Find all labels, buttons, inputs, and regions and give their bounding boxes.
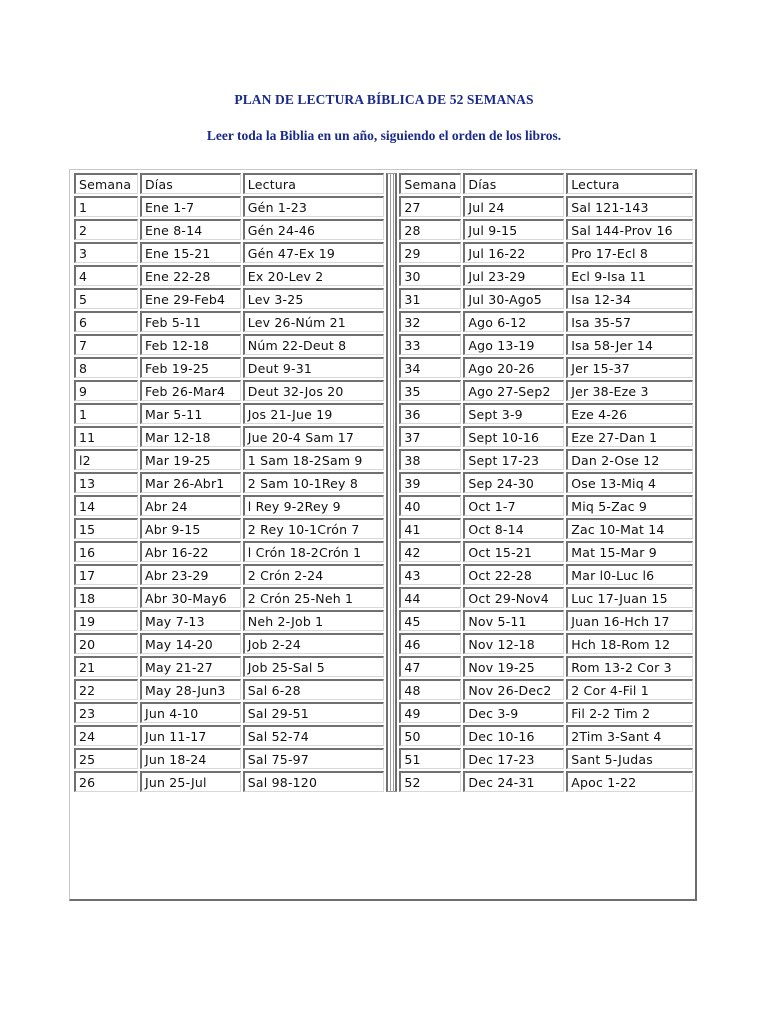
- days-cell-right: Jul 9-15: [463, 219, 564, 240]
- days-cell-left: Feb 26-Mar4: [140, 380, 241, 401]
- week-cell-left: 21: [74, 656, 138, 677]
- week-cell-right: 48: [399, 679, 461, 700]
- days-cell-left: Abr 30-May6: [140, 587, 241, 608]
- days-cell-left: Mar 19-25: [140, 449, 241, 470]
- days-cell-left: May 21-27: [140, 656, 241, 677]
- days-cell-right: Oct 15-21: [463, 541, 564, 562]
- week-cell-right: 40: [399, 495, 461, 516]
- days-cell-left: Mar 5-11: [140, 403, 241, 424]
- reading-cell-right: Ose 13-Miq 4: [566, 472, 693, 493]
- reading-cell-left: Lev 3-25: [243, 288, 384, 309]
- days-cell-left: Feb 19-25: [140, 357, 241, 378]
- days-cell-left: Mar 12-18: [140, 426, 241, 447]
- table-row: [74, 449, 693, 470]
- week-cell-left: 25: [74, 748, 138, 769]
- days-cell-left: Abr 16-22: [140, 541, 241, 562]
- page-subtitle: Leer toda la Biblia en un año, siguiendo el orden de los libros.: [206, 128, 562, 143]
- reading-cell-left: Gén 24-46: [243, 219, 384, 240]
- days-cell-right: Nov 5-11: [463, 610, 564, 631]
- table-row: [74, 426, 693, 447]
- reading-cell-right: Ecl 9-Isa 11: [566, 265, 693, 286]
- table-row: [74, 656, 693, 677]
- table-row: [74, 748, 693, 769]
- reading-cell-right: Apoc 1-22: [566, 771, 693, 792]
- week-cell-left: 2: [74, 219, 138, 240]
- days-cell-right: Ago 27-Sep2: [463, 380, 564, 401]
- reading-cell-right: Miq 5-Zac 9: [566, 495, 693, 516]
- table-row: [74, 564, 693, 585]
- days-cell-right: Jul 16-22: [463, 242, 564, 263]
- days-cell-left: Jun 11-17: [140, 725, 241, 746]
- reading-cell-left: Deut 9-31: [243, 357, 384, 378]
- week-cell-left: 14: [74, 495, 138, 516]
- week-cell-right: 49: [399, 702, 461, 723]
- reading-cell-left: Gén 1-23: [243, 196, 384, 217]
- reading-cell-right: Eze 4-26: [566, 403, 693, 424]
- reading-cell-left: Sal 6-28: [243, 679, 384, 700]
- reading-cell-right: Jer 38-Eze 3: [566, 380, 693, 401]
- days-cell-right: Dec 17-23: [463, 748, 564, 769]
- table-row: [74, 196, 693, 217]
- week-cell-left: 19: [74, 610, 138, 631]
- days-cell-left: May 14-20: [140, 633, 241, 654]
- reading-cell-left: Gén 47-Ex 19: [243, 242, 384, 263]
- reading-cell-left: Deut 32-Jos 20: [243, 380, 384, 401]
- days-cell-left: Jun 18-24: [140, 748, 241, 769]
- reading-plan-table-frame: [69, 169, 697, 901]
- table-row: [74, 357, 693, 378]
- days-cell-left: Ene 15-21: [140, 242, 241, 263]
- week-cell-left: l2: [74, 449, 138, 470]
- week-cell-right: 34: [399, 357, 461, 378]
- days-cell-right: Dec 3-9: [463, 702, 564, 723]
- days-cell-left: Ene 29-Feb4: [140, 288, 241, 309]
- week-cell-left: 5: [74, 288, 138, 309]
- days-cell-right: Sept 17-23: [463, 449, 564, 470]
- week-cell-right: 28: [399, 219, 461, 240]
- week-cell-right: 50: [399, 725, 461, 746]
- week-cell-right: 46: [399, 633, 461, 654]
- week-cell-right: 45: [399, 610, 461, 631]
- header-dias-left: Días: [140, 173, 241, 194]
- table-row: [74, 587, 693, 608]
- week-cell-right: 29: [399, 242, 461, 263]
- reading-cell-right: Mar l0-Luc l6: [566, 564, 693, 585]
- reading-plan-table: [72, 171, 695, 794]
- week-cell-left: 7: [74, 334, 138, 355]
- reading-cell-left: l Crón 18-2Crón 1: [243, 541, 384, 562]
- reading-cell-left: Jue 20-4 Sam 17: [243, 426, 384, 447]
- week-cell-right: 47: [399, 656, 461, 677]
- week-cell-left: 26: [74, 771, 138, 792]
- days-cell-right: Dec 24-31: [463, 771, 564, 792]
- week-cell-left: 15: [74, 518, 138, 539]
- week-cell-left: 3: [74, 242, 138, 263]
- header-dias-right: Días: [463, 173, 564, 194]
- week-cell-right: 36: [399, 403, 461, 424]
- reading-cell-left: Sal 29-51: [243, 702, 384, 723]
- week-cell-left: 1: [74, 403, 138, 424]
- table-row: [74, 334, 693, 355]
- reading-cell-right: Jer 15-37: [566, 357, 693, 378]
- reading-cell-right: 2Tim 3-Sant 4: [566, 725, 693, 746]
- days-cell-left: Jun 4-10: [140, 702, 241, 723]
- days-cell-right: Ago 6-12: [463, 311, 564, 332]
- page-title: PLAN DE LECTURA BÍBLICA DE 52 SEMANAS: [234, 92, 534, 107]
- days-cell-right: Nov 12-18: [463, 633, 564, 654]
- table-row: [74, 610, 693, 631]
- table-row: [74, 311, 693, 332]
- week-cell-right: 37: [399, 426, 461, 447]
- days-cell-right: Nov 19-25: [463, 656, 564, 677]
- table-row: [74, 495, 693, 516]
- week-cell-left: 18: [74, 587, 138, 608]
- week-cell-left: 11: [74, 426, 138, 447]
- week-cell-right: 32: [399, 311, 461, 332]
- table-row: [74, 633, 693, 654]
- reading-cell-left: Job 25-Sal 5: [243, 656, 384, 677]
- days-cell-right: Ago 13-19: [463, 334, 564, 355]
- days-cell-right: Ago 20-26: [463, 357, 564, 378]
- days-cell-left: Mar 26-Abr1: [140, 472, 241, 493]
- week-cell-right: 42: [399, 541, 461, 562]
- days-cell-right: Jul 23-29: [463, 265, 564, 286]
- days-cell-left: May 7-13: [140, 610, 241, 631]
- reading-cell-right: Sal 144-Prov 16: [566, 219, 693, 240]
- table-row: [74, 518, 693, 539]
- days-cell-right: Sept 10-16: [463, 426, 564, 447]
- days-cell-left: Abr 23-29: [140, 564, 241, 585]
- table-row: [74, 380, 693, 401]
- reading-cell-right: Fil 2-2 Tim 2: [566, 702, 693, 723]
- week-cell-left: 6: [74, 311, 138, 332]
- table-row: [74, 679, 693, 700]
- days-cell-left: Ene 8-14: [140, 219, 241, 240]
- table-row: [74, 472, 693, 493]
- week-cell-left: 22: [74, 679, 138, 700]
- days-cell-left: Feb 5-11: [140, 311, 241, 332]
- reading-cell-right: Mat 15-Mar 9: [566, 541, 693, 562]
- week-cell-right: 35: [399, 380, 461, 401]
- week-cell-right: 41: [399, 518, 461, 539]
- days-cell-right: Oct 22-28: [463, 564, 564, 585]
- table-row: [74, 219, 693, 240]
- reading-cell-right: 2 Cor 4-Fil 1: [566, 679, 693, 700]
- reading-cell-right: Eze 27-Dan 1: [566, 426, 693, 447]
- week-cell-left: 24: [74, 725, 138, 746]
- reading-cell-left: Lev 26-Núm 21: [243, 311, 384, 332]
- reading-cell-right: Sal 121-143: [566, 196, 693, 217]
- days-cell-right: Oct 29-Nov4: [463, 587, 564, 608]
- header-lectura-right: Lectura: [566, 173, 693, 194]
- header-semana-left: Semana: [74, 173, 138, 194]
- days-cell-right: Sep 24-30: [463, 472, 564, 493]
- days-cell-right: Sept 3-9: [463, 403, 564, 424]
- reading-cell-right: Isa 58-Jer 14: [566, 334, 693, 355]
- table-row: [74, 725, 693, 746]
- week-cell-left: 4: [74, 265, 138, 286]
- week-cell-left: 16: [74, 541, 138, 562]
- reading-cell-left: Jos 21-Jue 19: [243, 403, 384, 424]
- days-cell-left: Abr 9-15: [140, 518, 241, 539]
- days-cell-left: Ene 1-7: [140, 196, 241, 217]
- column-divider: [386, 173, 398, 792]
- week-cell-left: 8: [74, 357, 138, 378]
- days-cell-right: Oct 8-14: [463, 518, 564, 539]
- reading-cell-right: Isa 35-57: [566, 311, 693, 332]
- week-cell-left: 23: [74, 702, 138, 723]
- week-cell-left: 20: [74, 633, 138, 654]
- table-row: [74, 702, 693, 723]
- reading-cell-right: Rom 13-2 Cor 3: [566, 656, 693, 677]
- days-cell-left: Abr 24: [140, 495, 241, 516]
- table-row: [74, 288, 693, 309]
- week-cell-right: 30: [399, 265, 461, 286]
- reading-cell-left: 2 Sam 10-1Rey 8: [243, 472, 384, 493]
- reading-cell-left: 2 Crón 25-Neh 1: [243, 587, 384, 608]
- reading-cell-left: Ex 20-Lev 2: [243, 265, 384, 286]
- table-body: [74, 173, 693, 792]
- header-semana-right: Semana: [399, 173, 461, 194]
- days-cell-left: Jun 25-Jul: [140, 771, 241, 792]
- reading-cell-right: Isa 12-34: [566, 288, 693, 309]
- reading-cell-right: Zac 10-Mat 14: [566, 518, 693, 539]
- days-cell-right: Jul 24: [463, 196, 564, 217]
- reading-cell-left: Sal 52-74: [243, 725, 384, 746]
- header-lectura-left: Lectura: [243, 173, 384, 194]
- table-row: [74, 265, 693, 286]
- days-cell-right: Dec 10-16: [463, 725, 564, 746]
- week-cell-right: 38: [399, 449, 461, 470]
- days-cell-right: Oct 1-7: [463, 495, 564, 516]
- reading-cell-right: Pro 17-Ecl 8: [566, 242, 693, 263]
- table-row: [74, 541, 693, 562]
- week-cell-right: 31: [399, 288, 461, 309]
- days-cell-right: Jul 30-Ago5: [463, 288, 564, 309]
- week-cell-right: 39: [399, 472, 461, 493]
- week-cell-right: 44: [399, 587, 461, 608]
- week-cell-right: 52: [399, 771, 461, 792]
- header-row: [74, 173, 693, 194]
- days-cell-right: Nov 26-Dec2: [463, 679, 564, 700]
- table-row: [74, 403, 693, 424]
- week-cell-right: 33: [399, 334, 461, 355]
- week-cell-left: 9: [74, 380, 138, 401]
- reading-cell-right: Hch 18-Rom 12: [566, 633, 693, 654]
- reading-cell-left: Núm 22-Deut 8: [243, 334, 384, 355]
- week-cell-right: 51: [399, 748, 461, 769]
- reading-cell-left: 2 Crón 2-24: [243, 564, 384, 585]
- reading-cell-right: Juan 16-Hch 17: [566, 610, 693, 631]
- reading-cell-left: l Rey 9-2Rey 9: [243, 495, 384, 516]
- reading-cell-right: Sant 5-Judas: [566, 748, 693, 769]
- days-cell-left: Feb 12-18: [140, 334, 241, 355]
- days-cell-left: Ene 22-28: [140, 265, 241, 286]
- table-row: [74, 242, 693, 263]
- reading-cell-left: Sal 75-97: [243, 748, 384, 769]
- reading-cell-left: 2 Rey 10-1Crón 7: [243, 518, 384, 539]
- days-cell-left: May 28-Jun3: [140, 679, 241, 700]
- week-cell-left: 13: [74, 472, 138, 493]
- table-row: [74, 771, 693, 792]
- week-cell-left: 17: [74, 564, 138, 585]
- reading-cell-right: Luc 17-Juan 15: [566, 587, 693, 608]
- week-cell-right: 43: [399, 564, 461, 585]
- reading-cell-right: Dan 2-Ose 12: [566, 449, 693, 470]
- reading-cell-left: Neh 2-Job 1: [243, 610, 384, 631]
- reading-cell-left: Sal 98-120: [243, 771, 384, 792]
- week-cell-right: 27: [399, 196, 461, 217]
- reading-cell-left: 1 Sam 18-2Sam 9: [243, 449, 384, 470]
- week-cell-left: 1: [74, 196, 138, 217]
- reading-cell-left: Job 2-24: [243, 633, 384, 654]
